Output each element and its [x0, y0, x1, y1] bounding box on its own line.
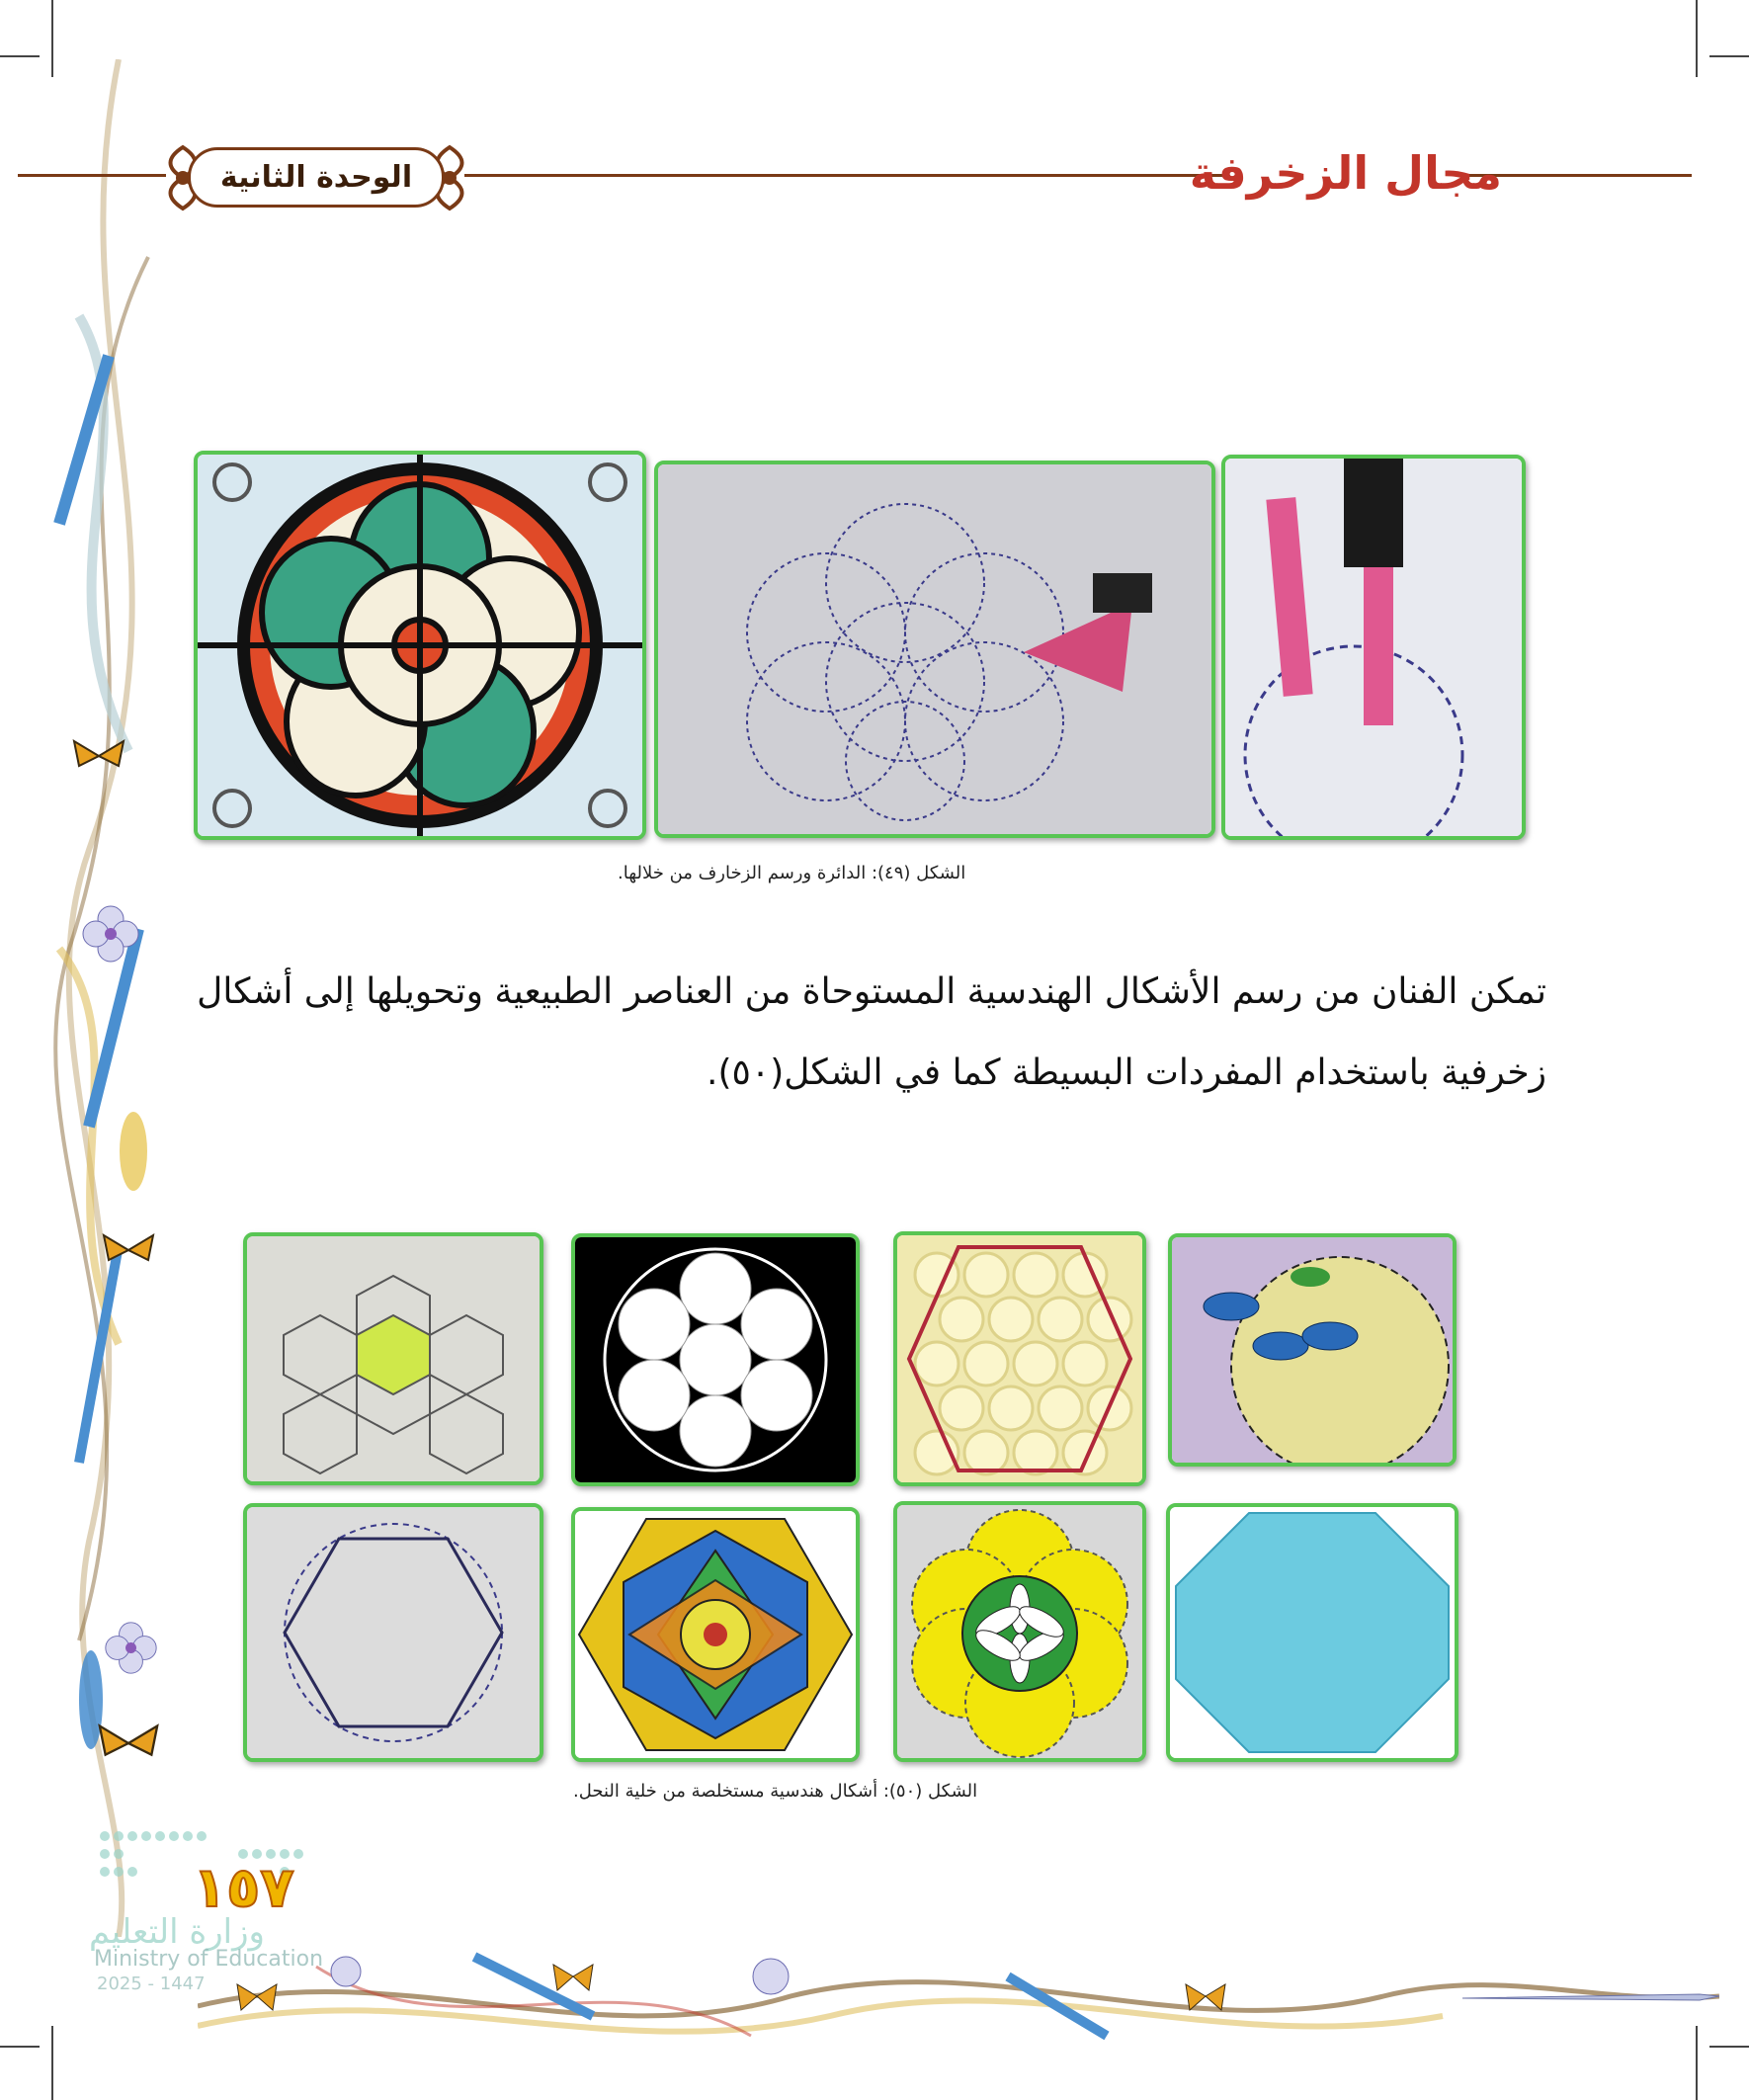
crop-mark	[1709, 55, 1749, 57]
flower-icon	[104, 1621, 158, 1675]
crop-mark	[0, 55, 40, 57]
decorative-border-bottom	[198, 1937, 1719, 2075]
figure49-caption: الشكل (٤٩): الدائرة ورسم الزخارف من خلالها.	[618, 863, 966, 883]
figure50-bees-on-hexagons	[1168, 1233, 1457, 1467]
page-number: ١٥٧	[193, 1856, 294, 1920]
figure50-circles-in-circle	[571, 1233, 860, 1486]
edition-year: 2025 - 1447	[97, 1974, 206, 1994]
figure50-octagon	[1166, 1503, 1458, 1762]
paragraph-line-2: زخرفية باستخدام المفردات البسيطة كما في الشكل(٥٠).	[707, 1052, 1546, 1093]
figure50-colored-star-hexagon	[571, 1507, 860, 1762]
crop-mark	[0, 2046, 40, 2048]
figure50-caption: الشكل (٥٠): أشكال هندسية مستخلصة من خلية النحل.	[573, 1781, 978, 1802]
unit-label: الوحدة الثانية	[188, 147, 445, 208]
figure50-flower-of-life-yellow	[893, 1501, 1146, 1762]
figure50-hexagon-sketch	[243, 1232, 543, 1485]
figure50-hexagon-in-circle	[243, 1503, 543, 1762]
figure49-compass-circles	[654, 461, 1215, 838]
section-title: مجال الزخرفة	[1189, 146, 1502, 200]
butterfly-icon	[99, 1230, 158, 1270]
butterfly-icon	[94, 1720, 163, 1767]
ministry-name-arabic: وزارة التعليم	[89, 1912, 265, 1952]
butterfly-icon	[69, 736, 128, 776]
unit-badge	[148, 134, 484, 219]
paragraph-line-1: تمكن الفنان من رسم الأشكال الهندسية المستوحاة من العناصر الطبيعية وتحويلها إلى أشكال	[197, 971, 1546, 1012]
header-rule-middle	[464, 174, 1225, 177]
header-rule-left	[18, 174, 166, 177]
figure50-honeycomb	[893, 1231, 1146, 1486]
flower-icon	[81, 904, 140, 964]
ministry-name-english: Ministry of Education	[94, 1947, 324, 1972]
crop-mark	[1696, 0, 1698, 77]
figure49-stained-glass	[194, 451, 646, 840]
crop-mark	[51, 2026, 53, 2100]
figure49-compass-photo	[1221, 455, 1526, 840]
